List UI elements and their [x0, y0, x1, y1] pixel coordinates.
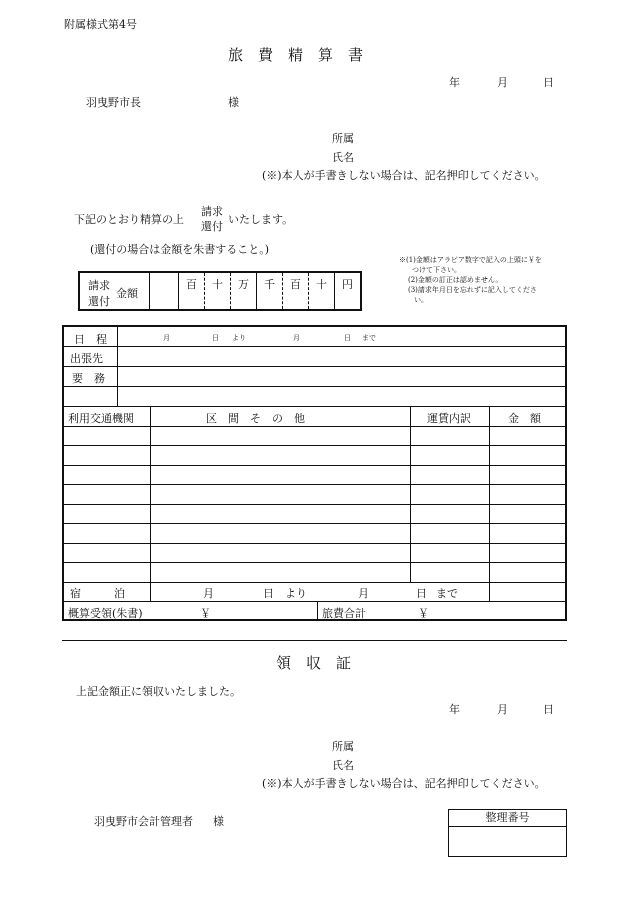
reference-number-box: [448, 809, 567, 857]
receipt-honorific: 様: [213, 815, 224, 828]
total-label: 旅費合計: [322, 607, 366, 620]
name-label: 氏名: [332, 151, 354, 164]
receipt-name: 氏名: [332, 759, 354, 772]
receipt-signature-note: (※)本人が手書きしない場合は、記名押印してください。: [262, 777, 546, 790]
date-month: 月: [497, 76, 508, 89]
col-fare: 運賃内訳: [427, 412, 471, 425]
amount-digit-million[interactable]: 万: [230, 273, 256, 309]
settlement-suffix: いたします。: [228, 213, 294, 226]
destination-label: 出張先: [70, 352, 103, 365]
advance-yen: ￥: [200, 607, 211, 620]
lodging-from: より: [285, 587, 307, 600]
refund-note: (還付の場合は金額を朱書すること。): [90, 243, 270, 256]
amount-label: 金額: [116, 287, 138, 300]
settlement-prefix: 下記のとおり精算の上: [74, 213, 184, 226]
receipt-date-month: 月: [497, 703, 508, 716]
amount-option-refund: 還付: [88, 295, 110, 308]
schedule-from: より: [232, 334, 246, 342]
amount-digit-hundred-million[interactable]: 百: [178, 273, 204, 309]
col-transport: 利用交通機関: [68, 412, 134, 425]
note-1: ※(1)金額はアラビア数字で記入の上頭に￥を: [399, 256, 542, 264]
signature-note: (※)本人が手書きしない場合は、記名押印してください。: [262, 169, 546, 182]
schedule-month1: 月: [163, 334, 170, 342]
schedule-month2: 月: [293, 334, 300, 342]
date-year: 年: [449, 76, 460, 89]
schedule-label: 日 程: [74, 333, 107, 346]
receipt-date-year: 年: [449, 703, 460, 716]
note-2: (2)金額の訂正は認めません。: [408, 276, 503, 284]
form-number: 附属様式第4号: [64, 18, 137, 31]
amount-option-request: 請求: [88, 279, 110, 292]
date-day: 日: [543, 76, 554, 89]
lodging-day2: 日: [416, 587, 427, 600]
addressee-honorific: 様: [228, 96, 239, 109]
amount-digit-ten-million[interactable]: 十: [204, 273, 230, 309]
expense-table: [62, 325, 567, 621]
page-title: 旅 費 精 算 書: [228, 46, 364, 64]
schedule-day2: 日: [344, 334, 351, 342]
note-3b: い。: [414, 296, 428, 304]
note-3: (3)請求年月日を忘れずに記入してくださ: [408, 286, 537, 294]
receipt-addressee: 羽曳野市会計管理者: [94, 815, 193, 828]
affiliation-label: 所属: [332, 132, 354, 145]
lodging-day1: 日: [263, 587, 274, 600]
lodging-label: 宿 泊: [70, 587, 125, 600]
amount-digit-hundred[interactable]: 百: [282, 273, 308, 309]
receipt-divider: [62, 640, 567, 641]
amount-digit-ten[interactable]: 十: [308, 273, 334, 309]
schedule-day1: 日: [212, 334, 219, 342]
receipt-affiliation: 所属: [332, 740, 354, 753]
total-yen: ￥: [418, 607, 429, 620]
lodging-month2: 月: [358, 587, 369, 600]
settlement-option-refund: 還付: [201, 220, 223, 233]
advance-label: 概算受領(朱書): [68, 607, 143, 620]
receipt-title: 領 収 証: [276, 654, 352, 672]
settlement-option-request: 請求: [201, 205, 223, 218]
purpose-label: 要 務: [72, 372, 105, 385]
amount-digit-yen[interactable]: 円: [334, 273, 360, 309]
amount-digit-thousand[interactable]: 千: [256, 273, 282, 309]
reference-number-label: 整理番号: [449, 810, 566, 827]
receipt-date-day: 日: [543, 703, 554, 716]
note-1b: つけて下さい。: [412, 266, 461, 274]
amount-box: [78, 271, 362, 311]
schedule-until: まで: [362, 334, 376, 342]
addressee-name: 羽曳野市長: [86, 96, 141, 109]
amount-digit-blank[interactable]: [150, 273, 178, 309]
col-amount: 金 額: [508, 412, 541, 425]
amount-label-cell: [80, 273, 150, 309]
col-section: 区 間 そ の 他: [206, 412, 305, 425]
lodging-month1: 月: [203, 587, 214, 600]
receipt-text: 上記金額正に領収いたしました。: [76, 685, 241, 698]
lodging-until: まで: [436, 587, 458, 600]
